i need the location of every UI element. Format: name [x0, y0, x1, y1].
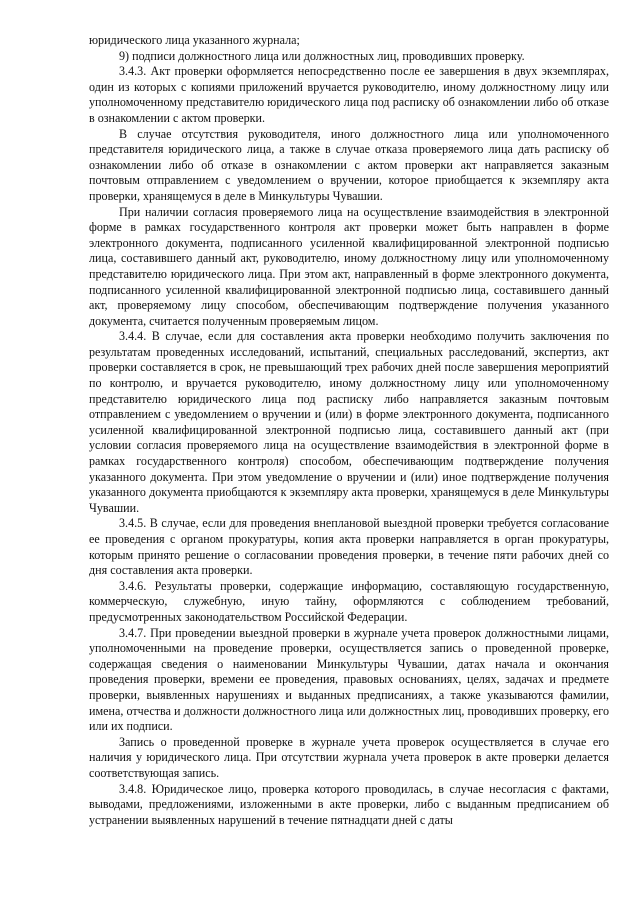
- paragraph-absence-of-head: В случае отсутствия руководителя, иного должностного лица или уполномоченного представителя юридического лица, а также в случае отказа проверяемого лица дать расписку об ознакомлении либо об отказе в ознакомлении с актом проверки акт направляется заказным почтовым отправлением с уведомлением о вручении, которое приобщается к экземпляру акта проверки, хранящемуся в деле в Минкультуры Чувашии.: [89, 126, 609, 203]
- paragraph-continuation: юридического лица указанного журнала;: [89, 33, 300, 47]
- paragraph-3-4-6: 3.4.6. Результаты проверки, содержащие информацию, составляющую государственную, коммерческую, служебную, иную тайну, оформляются с соблюдением требований, предусмотренных законодательством Российской Федерации.: [89, 578, 609, 624]
- paragraph-item-9: 9) подписи должностного лица или должностных лиц, проводивших проверку.: [119, 48, 525, 63]
- paragraph-3-4-4: 3.4.4. В случае, если для составления акта проверки необходимо получить заключения по результатам проведенных исследований, испытаний, специальных расследований, экспертиз, акт проверки составляется в срок, не превышающий трех рабочих дней после завершения мероприятий по контролю, и вручается руководителю, иному должностному лицу или уполномоченному представителю юридического лица под расписку либо направляется заказным почтовым отправлением с уведомлением о вручении и (или) в форме электронного документа, подписанного усиленной квалифицированной электронной подписью лица, составившего данный акт (при условии согласия проверяемого лица на осуществление взаимодействия в электронной форме в рамках государственного контроля) способом, обеспечивающим подтверждение получения указанного документа. При этом уведомление о вручении и (или) иное подтверждение получения указанного документа приобщаются к экземпляру акта проверки, хранящемуся в деле Минкультуры Чувашии.: [89, 329, 609, 515]
- paragraph-3-4-3: 3.4.3. Акт проверки оформляется непосредственно после ее завершения в двух экземплярах, один из которых с копиями приложений вручается руководителю, иному должностному лицу или уполномоченному представителю юридического лица под расписку об ознакомлении либо об отказе в ознакомлении с актом проверки.: [89, 64, 609, 125]
- paragraph-3-4-8: 3.4.8. Юридическое лицо, проверка которого проводилась, в случае несогласия с фактами, выводами, предложениями, изложенными в акте проверки, либо с выданным предписанием об устранении выявленных нарушений в течение пятнадцати дней с даты: [89, 781, 609, 827]
- document-page: [89, 33, 609, 828]
- paragraph-electronic-form: При наличии согласия проверяемого лица на осуществление взаимодействия в электронной форме в рамках государственного контроля акт проверки может быть направлен в форме электронного документа, подписанного усиленной квалифицированной электронной подписью лица, составившего данный акт, руководителю, иному должностному лицу или уполномоченному представителю юридического лица. При этом акт, направленный в форме электронного документа, подписанного усиленной квалифицированной электронной подписью лица, составившего данный акт, проверяемому лицу способом, обеспечивающим подтверждение получения указанного документа, считается полученным проверяемым лицом.: [89, 204, 609, 328]
- paragraph-journal-record: Запись о проведенной проверке в журнале учета проверок осуществляется в случае его наличия у юридического лица. При отсутствии журнала учета проверок в акте проверки делается соответствующая запись.: [89, 734, 609, 780]
- paragraph-3-4-5: 3.4.5. В случае, если для проведения внеплановой выездной проверки требуется согласование ее проведения с органом прокуратуры, копия акта проверки направляется в орган прокуратуры, которым принято решение о согласовании проведения проверки, в течение пяти рабочих дней со дня составления акта проверки.: [89, 516, 609, 578]
- paragraph-3-4-7: 3.4.7. При проведении выездной проверки в журнале учета проверок должностными лицами, уполномоченными на проведение проверки, осуществляется запись о проведенной проверке, содержащая сведения о наименовании Минкультуры Чувашии, датах начала и окончания проведения проверки, времени ее проведения, правовых основаниях, целях, задачах и предмете проверки, выявленных нарушениях и выданных предписаниях, а также указываются фамилии, имена, отчества и должности должностного лица или должностных лиц, проводивших проверку, его или их подписи.: [89, 625, 609, 734]
